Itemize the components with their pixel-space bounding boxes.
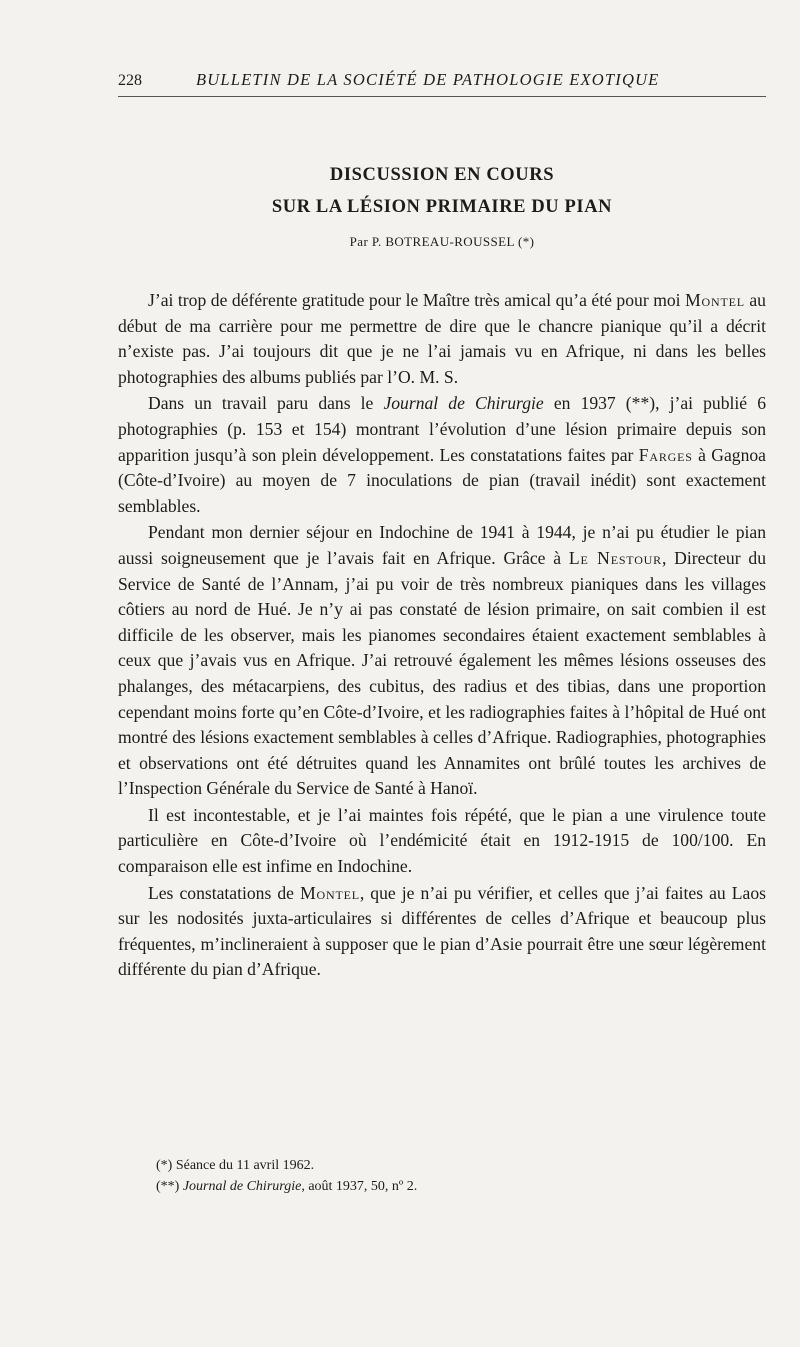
paragraph-2-text-b: en 1937 (**), j’ai publié 6 photographies (p. 153 et 154) montrant l’évolution d’une lésion primaire depuis son apparition jusqu’à son plein développement. Les constatations faites par <box>118 393 766 465</box>
paragraph-5-text-a: Les constatations de <box>148 882 301 903</box>
byline-prefix: Par P. <box>349 234 386 249</box>
footnote-2-journal: Journal de Chirurgie <box>182 1179 302 1194</box>
paragraph-2-text-c: à Gagnoa (Côte-d’Ivoire) au moyen de 7 inoculations de pian (travail inédit) sont exactement semblables. <box>118 444 766 516</box>
footnote-2-mark: (**) <box>156 1179 183 1194</box>
byline-author: BOTREAU-ROUSSEL <box>385 234 515 249</box>
footnote-2-rest: , août 1937, 50, nº 2. <box>301 1179 418 1194</box>
paragraph-4: Il est incontestable, et je l’ai maintes fois répété, que le pian a une virulence toute particulière en Côte-d’Ivoire où l’endémicité était en 1912-1915 de 100/100. En comparaison elle est infime en Indochine. <box>118 804 766 877</box>
running-head <box>118 70 768 90</box>
paragraph-5-text-b: , que je n’ai pu vérifier, et celles que j’ai faites au Laos sur les nodosités juxta-articulaires si différentes de celles d’Afrique et beaucoup plus fréquentes, m’inclineraient à supposer que le pian d’Asie pourrait être une sœur légèrement différente du pian d’Afrique. <box>118 882 766 980</box>
paragraph-3 <box>118 520 766 802</box>
paragraph-5 <box>118 881 766 983</box>
page-number: 228 <box>118 72 142 89</box>
article-title-line-2: SUR LA LÉSION PRIMAIRE DU PIAN <box>271 197 613 217</box>
paragraph-1 <box>118 288 766 390</box>
author-name-montel-2: Montel <box>300 882 360 903</box>
footnote-2 <box>156 1176 756 1197</box>
journal-title: BULLETIN DE LA SOCIÉTÉ DE PATHOLOGIE EXOTIQUE <box>196 70 660 89</box>
paragraph-2 <box>118 391 766 519</box>
paragraph-1-text-a: J’ai trop de déférente gratitude pour le Maître très amical qu’a été pour moi <box>148 290 686 310</box>
paragraph-1-text-b: au début de ma carrière pour me permettre de dire que le chancre pianique qu’il a décrit n’existe pas. J’ai toujours dit que je ne l’ai jamais vu en Afrique, ni dans les belles photographies des albums publiés par l’O. M. S. <box>118 290 766 387</box>
header-rule <box>118 96 766 97</box>
paragraph-3-text-a: Pendant mon dernier séjour en Indochine de 1941 à 1944, je n’ai pu étudier le pian aussi soigneusement que je l’avais fait en Afrique. Grâce à <box>118 522 766 568</box>
article-title-block <box>118 160 766 250</box>
paragraph-3-text-b: , Directeur du Service de Santé de l’Annam, j’ai pu voir de très nombreux pianiques dans les villages côtiers au nord de Hué. Je n’y ai pas constaté de lésion primaire, on sait combien il est difficile de les observer, mais les pianomes secondaires étaient exactement semblables à ceux que j’avais vus en Afrique. J’ai retrouvé également les mêmes lésions osseuses des phalanges, des métacarpiens, des cubitus, des radius et des tibias, dans une proportion cependant moins forte qu’en Côte-d’Ivoire, et les radiographies faites à l’hôpital de Hué ont montré des lésions exactement semblables à celles d’Afrique. Radiographies, photographies et observations ont été détruites quand les Annamites ont brûlé toutes les archives de l’Inspection Générale du Service de Santé à Hanoï. <box>118 547 766 799</box>
paragraph-2-text-a: Dans un travail paru dans le <box>148 393 384 414</box>
author-name-montel: Montel <box>685 290 745 310</box>
byline-footnote-mark: (*) <box>514 234 535 249</box>
article-title-line-1: DISCUSSION EN COURS <box>329 165 555 185</box>
footnote-1: (*) Séance du 11 avril 1962. <box>156 1158 315 1173</box>
author-name-le-nestour: Le Nestour <box>568 547 662 568</box>
article-body <box>118 288 766 983</box>
journal-citation: Journal de Chirurgie <box>383 393 544 414</box>
author-name-farges: Farges <box>638 444 693 465</box>
byline <box>118 234 766 250</box>
footnotes <box>156 1155 756 1197</box>
